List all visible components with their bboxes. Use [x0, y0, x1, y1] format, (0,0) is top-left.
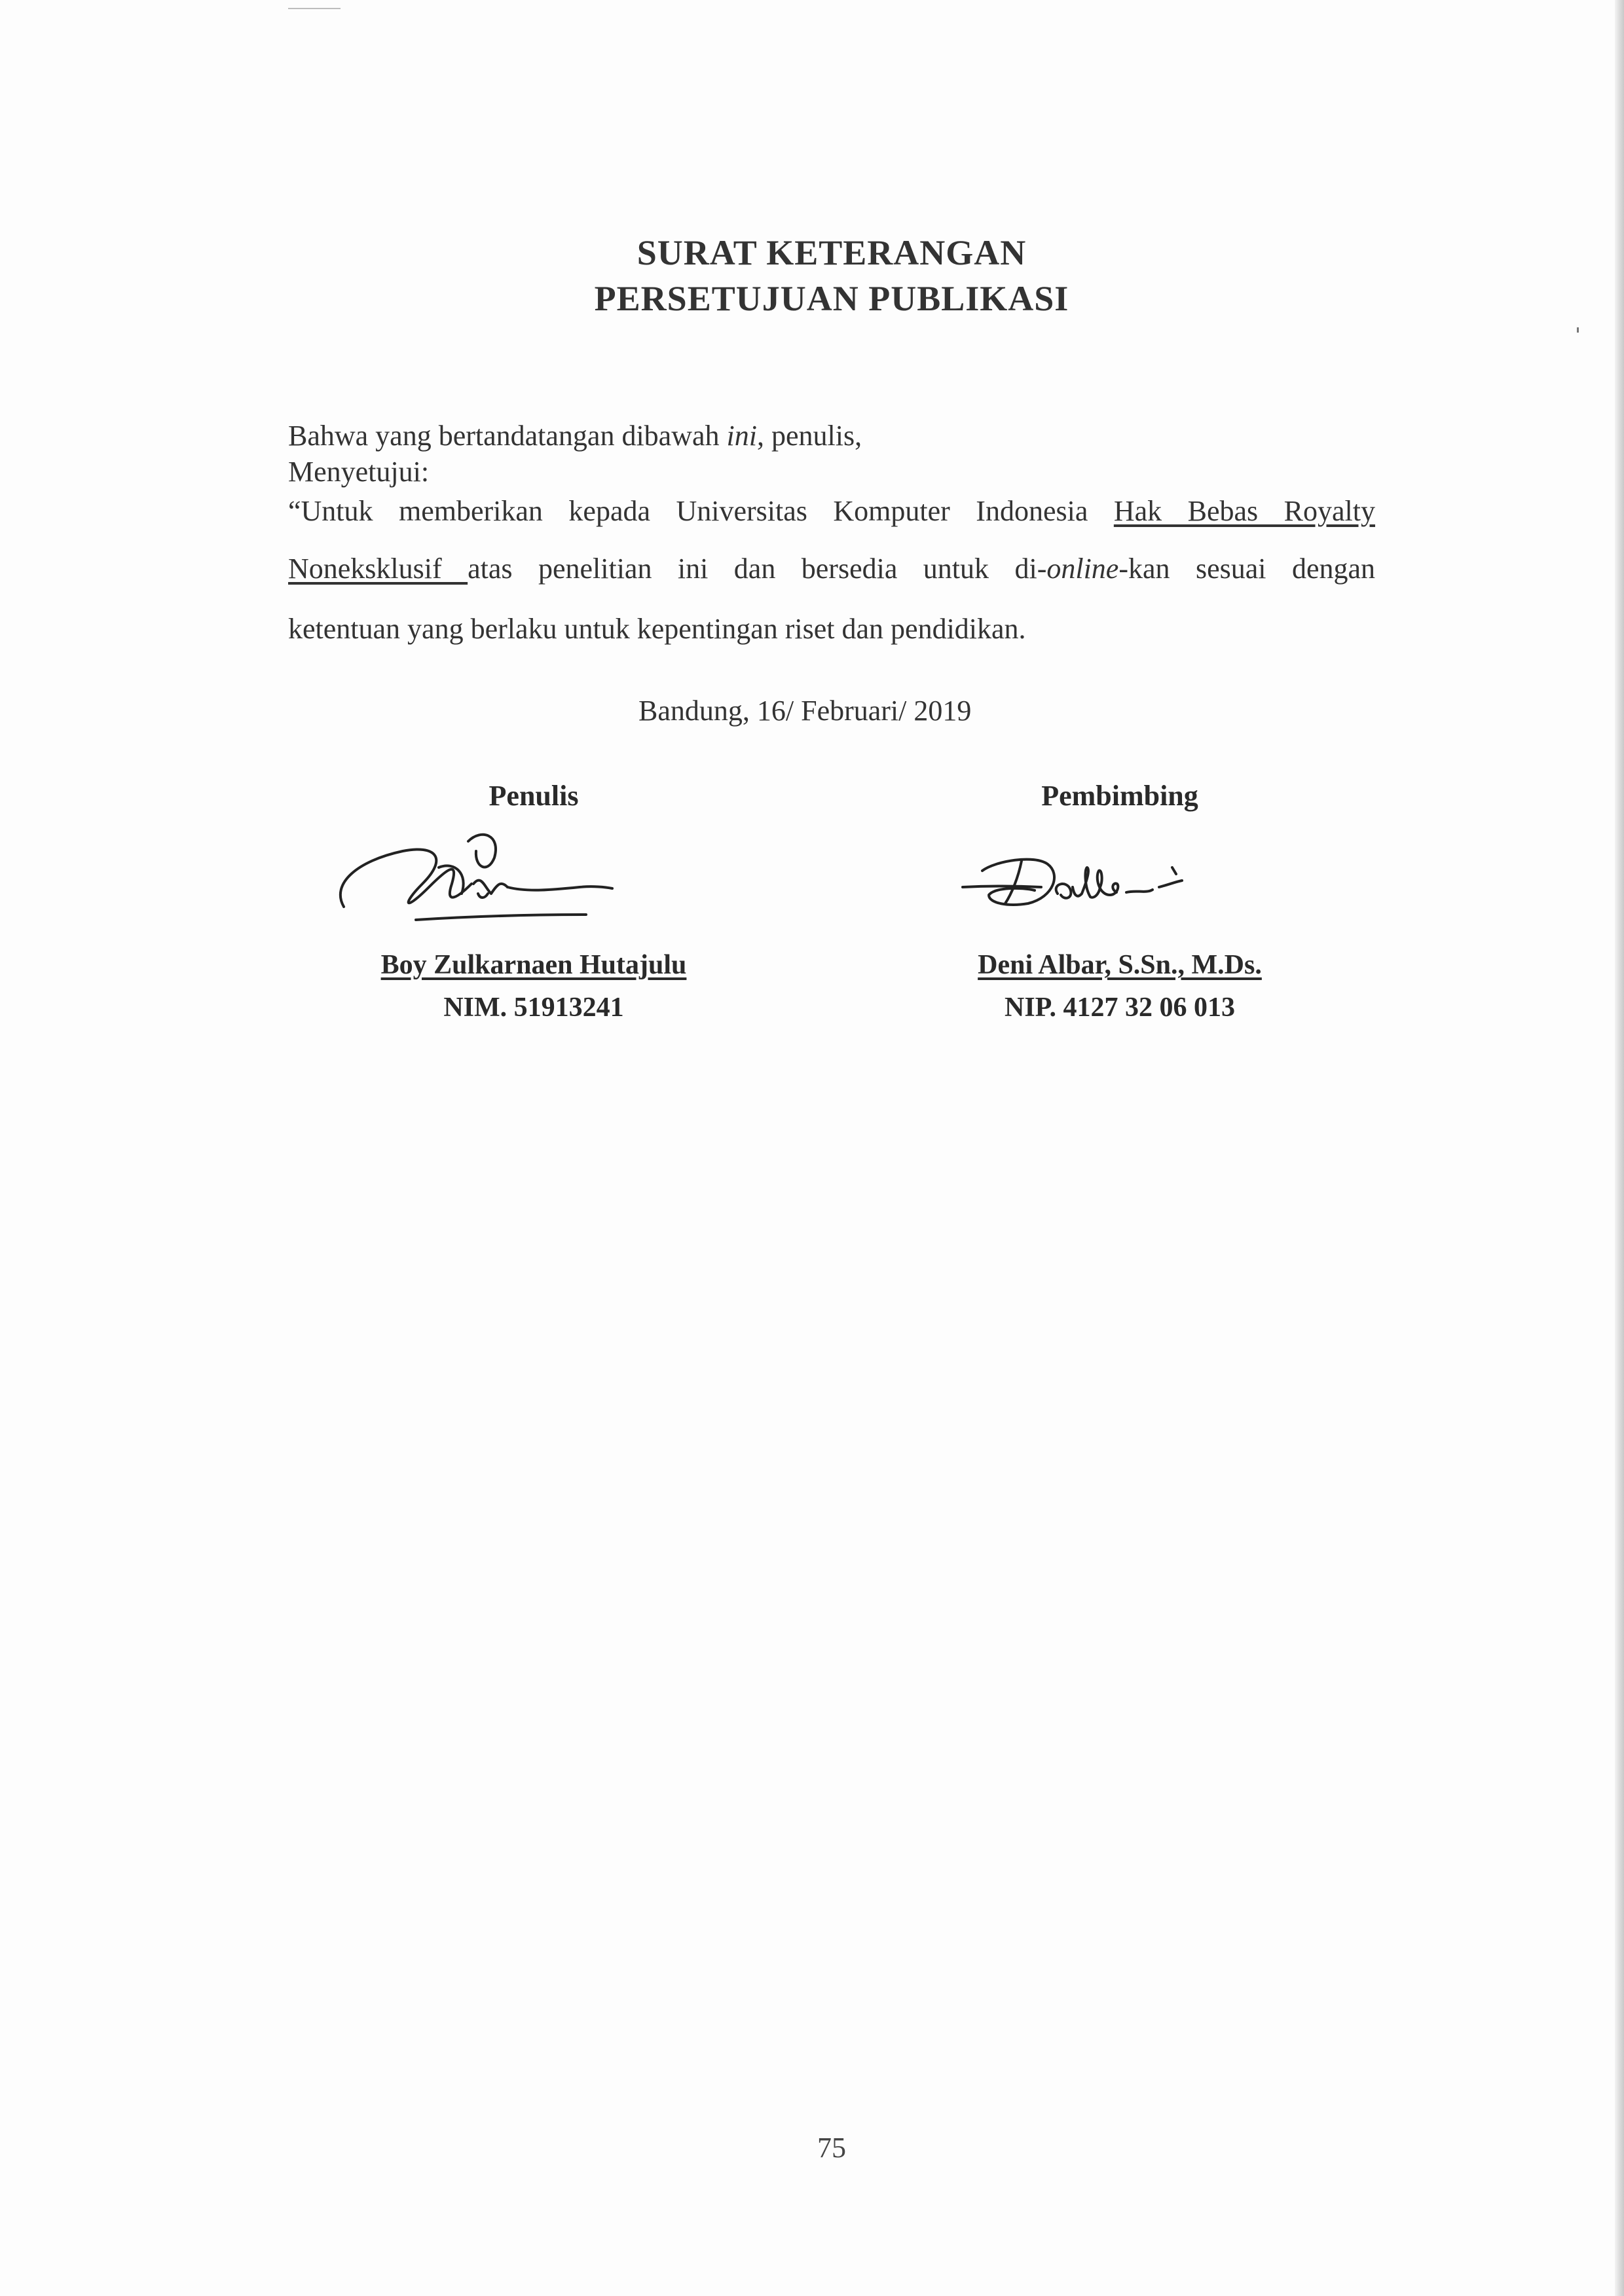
- page-number: 75: [817, 2132, 846, 2164]
- document-date: Bandung, 16/ Februari/ 2019: [638, 695, 972, 727]
- right-signature-drawing: [891, 822, 1349, 933]
- paragraph-line1-text-b: , penulis,: [756, 420, 862, 452]
- left-signatory-name: Boy Zulkarnaen Hutajulu: [380, 950, 687, 980]
- right-signatory-id: NIP. 4127 32 06 013: [1005, 993, 1235, 1023]
- right-signature: [891, 822, 1349, 933]
- left-signature: [304, 822, 763, 933]
- scan-mark: [288, 8, 341, 9]
- paragraph-line4-underlined: Noneksklusif: [288, 553, 468, 585]
- right-signatory-role: Pembimbing: [1041, 780, 1198, 812]
- paragraph-line4-italic: online: [1046, 553, 1119, 585]
- right-signatory-name: Deni Albar, S.Sn., M.Ds.: [978, 950, 1262, 980]
- paragraph-line4-text-a: atas penelitian ini dan bersedia untuk di-: [468, 553, 1047, 585]
- paragraph-line4-text-b: -kan sesuai dengan: [1118, 553, 1376, 585]
- paragraph-line4: [288, 552, 1375, 585]
- scan-page-edge: [1615, 0, 1624, 2296]
- scan-speck: [1577, 327, 1579, 333]
- paragraph-line3-underlined: Hak Bebas Royalty: [1113, 495, 1375, 527]
- paragraph-line1-ini: ini: [726, 420, 757, 452]
- document-title-line2: PERSETUJUAN PUBLIKASI: [594, 279, 1069, 318]
- paragraph-line3-text: “Untuk memberikan kepada Universitas Komputer Indonesia: [288, 495, 1114, 527]
- left-signatory-id: NIM. 51913241: [443, 993, 624, 1023]
- paragraph-line5: ketentuan yang berlaku untuk kepentingan riset dan pendidikan.: [288, 613, 1026, 645]
- left-signatory-role: Penulis: [489, 780, 579, 812]
- paragraph-line3: [288, 494, 1375, 528]
- left-signature-drawing: [304, 822, 763, 933]
- paragraph-line2: Menyetujui:: [288, 456, 430, 488]
- paragraph-line1-text-a: Bahwa yang bertandatangan dibawah: [288, 420, 727, 452]
- paragraph-line1: [288, 419, 1375, 452]
- document-title-line1: SURAT KETERANGAN: [637, 233, 1027, 272]
